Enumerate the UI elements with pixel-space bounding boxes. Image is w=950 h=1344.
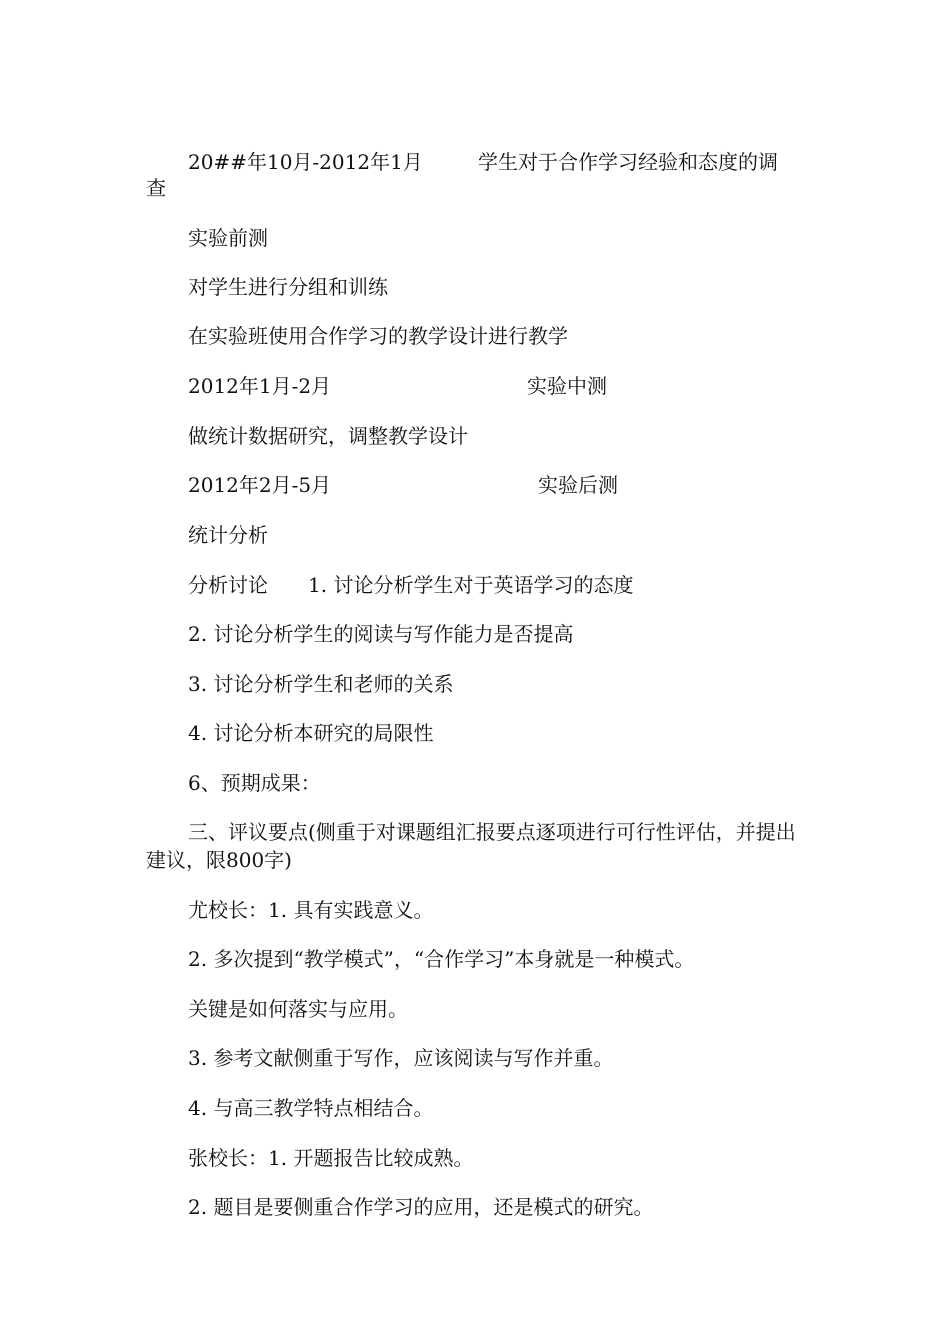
pretest-line: 实验前测 [188, 226, 268, 250]
expected-outcome-heading: 6、预期成果： [188, 771, 321, 795]
schedule-task-1-continued: 查 [146, 176, 166, 200]
discussion-line: 分析讨论 1. 讨论分析学生对于英语学习的态度 [188, 573, 634, 597]
review-points-paragraph: 三、评议要点(侧重于对课题组汇报要点逐项进行可行性评估，并提出建议，限800字) [146, 820, 796, 872]
stats-line: 统计分析 [188, 523, 268, 547]
schedule-task-3: 实验后测 [538, 473, 618, 497]
principal-you-comment-3: 3. 参考文献侧重于写作，应该阅读与写作并重。 [188, 1046, 614, 1070]
discussion-item-2: 2. 讨论分析学生的阅读与写作能力是否提高 [188, 622, 574, 646]
schedule-date-1: 20##年10月-2012年1月 [188, 150, 423, 174]
principal-you-comment-4: 4. 与高三教学特点相结合。 [188, 1096, 434, 1120]
principal-you-comment-1: 尤校长：1. 具有实践意义。 [188, 898, 434, 922]
schedule-task-2: 实验中测 [527, 374, 607, 398]
principal-zhang-comment-1: 张校长：1. 开题报告比较成熟。 [188, 1146, 474, 1170]
discussion-item-3: 3. 讨论分析学生和老师的关系 [188, 672, 454, 696]
principal-you-comment-2: 2. 多次提到“教学模式”，“合作学习”本身就是一种模式。 [188, 947, 695, 971]
discussion-item-4: 4. 讨论分析本研究的局限性 [188, 721, 434, 745]
schedule-date-3: 2012年2月-5月 [188, 473, 332, 497]
schedule-task-1: 学生对于合作学习经验和态度的调 [478, 150, 778, 174]
stats-research-line: 做统计数据研究，调整教学设计 [188, 424, 468, 448]
grouping-line: 对学生进行分组和训练 [188, 275, 388, 299]
schedule-date-2: 2012年1月-2月 [188, 374, 332, 398]
principal-zhang-comment-2: 2. 题目是要侧重合作学习的应用，还是模式的研究。 [188, 1195, 654, 1219]
key-implementation-line: 关键是如何落实与应用。 [188, 997, 408, 1021]
teaching-line: 在实验班使用合作学习的教学设计进行教学 [188, 324, 568, 348]
